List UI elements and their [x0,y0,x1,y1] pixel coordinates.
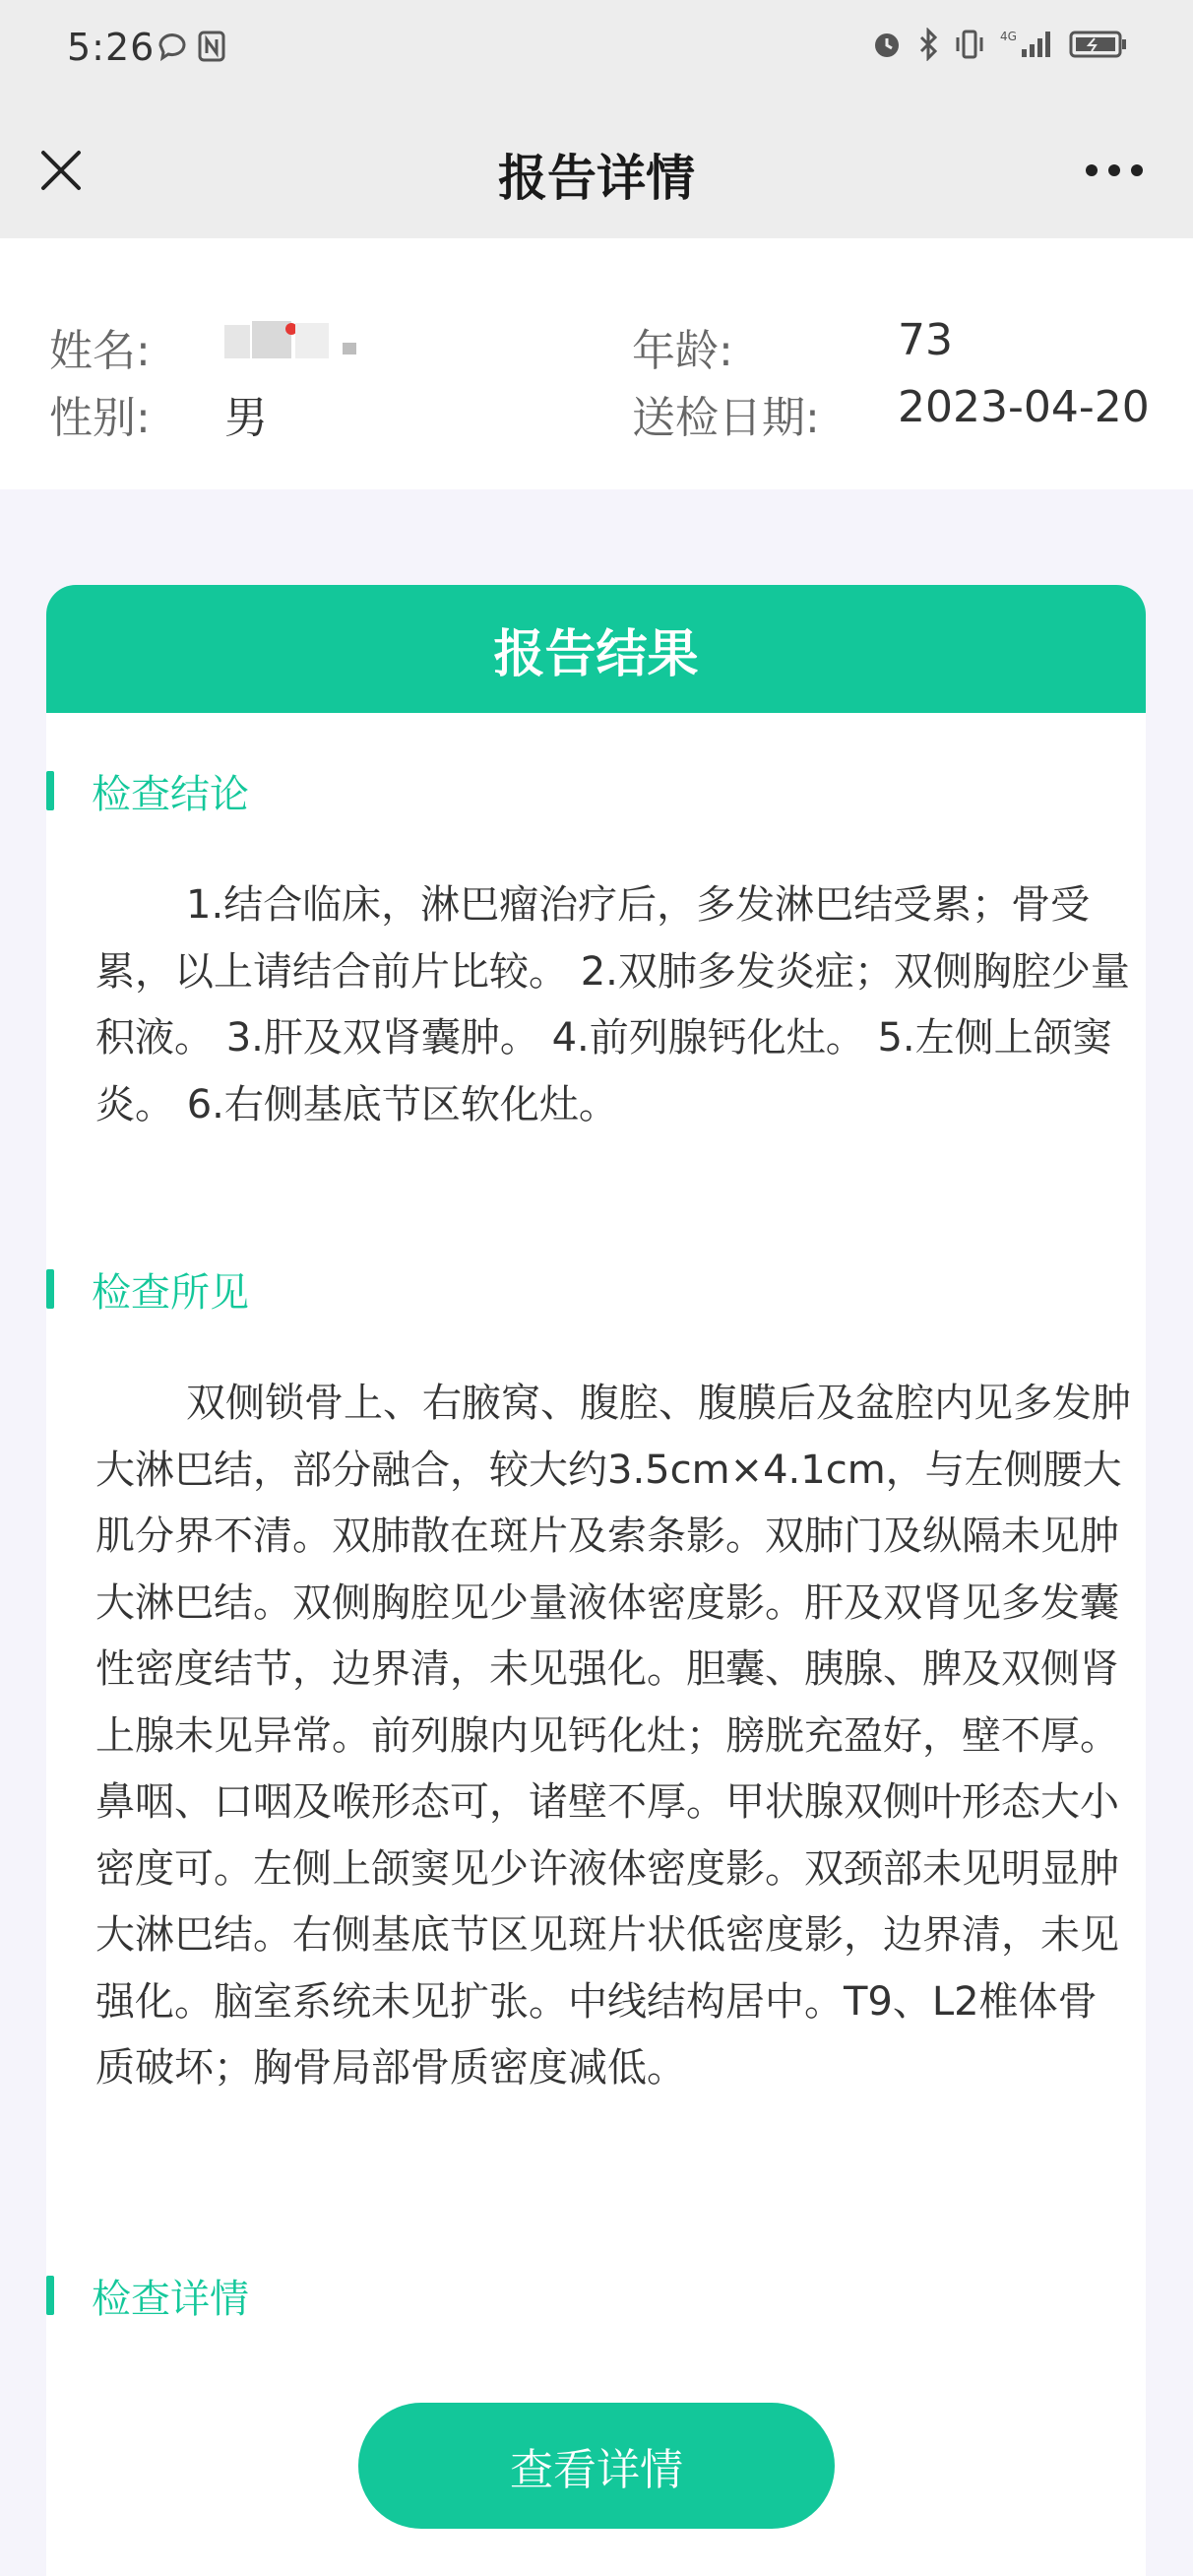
conclusion-title: 检查结论 [92,771,249,817]
report-result-header: 报告结果 [46,585,1146,713]
status-time: 5:26 [67,26,156,69]
page-title: 报告详情 [498,150,695,207]
patient-info-card [0,238,1193,489]
section-accent-bar [46,2276,54,2315]
details-section-title [46,2271,249,2320]
findings-title: 检查所见 [92,1269,249,1316]
nav-bar [0,103,1193,238]
findings-section-title [46,1264,249,1314]
conclusion-section-title [46,766,249,815]
nfc-icon [197,30,226,63]
more-button[interactable] [1075,141,1154,200]
age-value: 73 [898,315,953,365]
redacted-name-mark [224,317,372,362]
bluetooth-icon [917,28,939,61]
status-right-icons [870,28,1128,61]
details-title: 检查详情 [92,2276,249,2322]
view-details-button[interactable]: 查看详情 [358,2403,835,2529]
section-accent-bar [46,771,54,810]
date-label: 送检日期: [632,393,820,443]
gender-label: 性别: [49,393,151,443]
more-horizontal-icon [1085,163,1144,177]
gender-value: 男 [224,393,268,443]
chat-bubble-icon [156,30,189,63]
date-value: 2023-04-20 [898,382,1150,432]
name-label: 姓名: [49,326,151,376]
vibrate-icon [953,28,986,61]
age-label: 年龄: [632,326,733,376]
battery-icon [1069,28,1128,61]
conclusion-text: 1.结合临床，淋巴瘤治疗后，多发淋巴结受累；骨受累，以上请结合前片比较。 2.双肺多发炎症；双侧胸腔少量积液。 3.肝及双肾囊肿。 4.前列腺钙化灶。 5.左侧上颌窦炎。 6.右侧基底节区软化灶。 [95,882,1130,1127]
findings-text: 双侧锁骨上、右腋窝、腹腔、腹膜后及盆腔内见多发肿大淋巴结，部分融合，较大约3.5cm×4.1cm，与左侧腰大肌分界不清。双肺散在斑片及索条影。双肺门及纵隔未见肿大淋巴结。双侧胸腔见少量液体密度影。肝及双肾见多发囊性密度结节，边界清，未见强化。胆囊、胰腺、脾及双侧肾上腺未见异常。前列腺内见钙化灶；膀胱充盈好，壁不厚。鼻咽、口咽及喉形态可，诸壁不厚。甲状腺双侧叶形态大小密度可。左侧上颌窦见少许液体密度影。双颈部未见明显肿大淋巴结。右侧基底节区见斑片状低密度影，边界清，未见强化。脑室系统未见扩张。中线结构居中。T9、L2椎体骨质破坏；胸骨局部骨质密度减低。 [95,1381,1131,2091]
report-section [46,585,1146,2576]
signal-4g-icon [1000,28,1055,61]
section-accent-bar [46,1269,54,1309]
svg-text:4G: 4G [1000,30,1017,43]
alarm-icon [870,28,904,61]
status-left-icons [156,30,226,63]
status-bar [0,0,1193,103]
